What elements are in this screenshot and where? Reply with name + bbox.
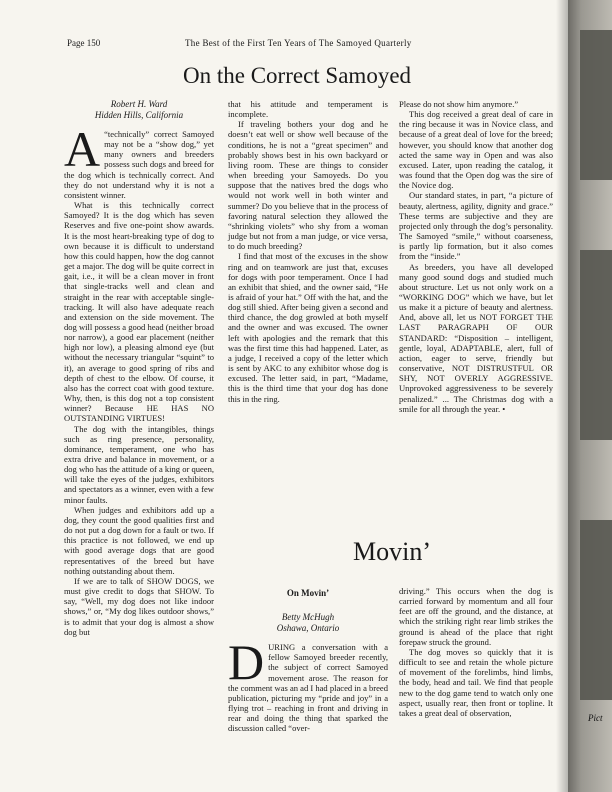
article1-paragraph: As breeders, you have all developed many good sound dogs and studied much about structure. Let us not only work on a “WORKING DOG” which we have, but let us make it a picture of beauty and alertness. And, above all, let us NOT FORGET THE LAST PARAGRAPH OF OUR STANDARD: “Disposition – intelligent, gentle, loyal, ADAPTABLE, alert, full of action, eager to serve, friendly but conservative, NOT DISTRUSTFUL OR SHY, NOT OVERLY AGGRESSIVE. Unprovoked aggressiveness to be severely penalized.” ... The Christmas dog with a smile for all through the year. • [399,261,553,414]
article1-opening-paragraph: A “technically” correct Samoyed may not be a “show dog,” yet many owners and breeders possess such dogs and breed for the dog which is technically correct. And they do not understand why it is not a consistent winner. [64,121,214,200]
article1-byline [64,99,214,121]
drop-cap-d: D [228,634,265,691]
article2-paragraph: The dog moves so quickly that it is difficult to see and retain the whole picture of movement of the forelimbs, hind limbs, the body, head and tail. We find that people new to the dog game tend to watch only one aspect, usually rear, then front or topline. It takes a great deal of observation, [399,646,553,718]
page-curl-shadow [556,0,568,792]
article1-paragraph: Our standard states, in part, “a picture of beauty, alertness, agility, dignity and grace.” These terms are subjective and they are projected only through the dog’s personality. The Samoyed “smile,” without coarseness, is partly lip formation, but it also comes from the “inside.” [399,190,553,262]
article-title-movin: Movin’ [353,537,431,566]
article1-paragraph: If we are to talk of SHOW DOGS, we must give credit to dogs that SHOW. To say, “Well, my dog does not like indoor shows,” or, “My dog likes outdoor shows,” is to admit that your dog is almost a show dog but [64,575,214,637]
article1-paragraph: This dog received a great deal of care in the ring because it was in Novice class, and because of a great deal of love for the breed; however, you should know that another dog acted the same way in Open and was also excused. Later, upon reading the catalog, it was found that the Open dog was the sire of the Novice dog. [399,109,553,191]
article1-column-3 [399,99,553,414]
facing-page-photo [580,30,612,180]
article1-paragraph: When judges and exhibitors add up a dog, they count the good qualities first and do not put a dog down for a fault or two. If this practice is not followed, we end up with good average dogs that are good representatives of the breed but have nothing outstanding about them. [64,504,214,576]
article2-location: Oshawa, Ontario [276,623,340,634]
article2-column-2 [399,586,553,718]
page-number: Page 150 [67,38,101,48]
article1-paragraph: The dog with the intangibles, things such as ring presence, personality, dominance, temperament, one who has extra drive and balance in movement, or a dog who has the attitude of a king or queen, will take the eyes of the judges, exhibitors and spectators as a winner, even with a few minor faults. [64,423,215,505]
article-title-on-the-correct-samoyed: On the Correct Samoyed [183,63,412,88]
article2-column-1 [228,588,388,734]
article1-author: Robert H. Ward [110,99,168,109]
article2-subtitle: On Movin’ [286,588,330,598]
article1-paragraph: If traveling bothers your dog and he doesn’t eat well or show well because of the conditions, he is not a “great specimen” and probably shows best in his own backyard or living room. These are things to consider when breeding your Samoyeds. Do you suppose that the natives bred the dogs who would not work well in both winter and summer? Do you believe that in the process of favoring natural selection they allowed the “shrinking violets” who shy from a woman judge but not from a man judge, or vice versa, to do much breeding? [228,119,388,252]
article1-column-1 [64,99,214,637]
facing-page-edge [568,0,612,792]
article1-paragraph: What is this technically correct Samoyed? It is the dog which has seven Reserves and five one-point show awards. It is the most heart-breaking type of dog to own because it is difficult to understand how this could happen, how the dog cannot get a major. The dog will be quite correct in gait, i.e., it will be a clean mover in front that single-tracks well and clean and straight in the rear with acceptable single-tracking. It will also have adequate reach and extension on the side movement. The dog will possess a good head (neither broad nor narrow), a good ear placement (neither high nor low), a pleasing almond eye (but without the necessary triangular “squint” to it), an average to good spring of ribs and depth of chest to the elbow. Of course, it also has the correct coat with good texture. Why, then, is this dog not a top consistent winner? Because HE HAS NO OUTSTANDING VIRTUES! [64,200,214,424]
article1-paragraph: Please do not show him anymore.” [399,99,519,109]
book-title: The Best of the First Ten Years of The Samoyed Quarterly [185,38,412,48]
article1-location: Hidden Hills, California [94,110,184,120]
facing-page-photo [580,520,612,700]
article1-paragraph: I find that most of the excuses in the show ring and on teamwork are just that, excuses for dogs with poor temperament. Once I had an exhibit that shied, and the owner said, “He is afraid of your hat.” Off with the hat, and the dog still shied. After being given a second and third chance, the dog growled at both myself and the owner and was excused. The owner left with apologies and the remark that this was the first time this had happened. Later, as a judge, I received a copy of the letter which is sent by AKC to any exhibitor whose dog is excused. The letter said, in part, “Madame, this is the third time that your dog has done this in the ring. [228,251,388,404]
facing-page-caption: Pict [588,713,603,723]
facing-page-photo [580,250,612,440]
article2-byline [228,612,388,634]
article2-opening-paragraph: DURING a conversation with a fellow Samoyed breeder recently, the subject of correct Samoyed movement arose. The reason for the comment was an ad I had placed in a breed publication, picturing my “pride and joy” in a flying trot – reaching in front and driving in rear and doing the thing that sparked the discussion called “over- [228,634,388,734]
article2-paragraph: driving.” This occurs when the dog is carried forward by momentum and all four feet are off the ground, and the distance, at which the striking right rear limb strikes the ground is ahead of the place that right forepaw struck the ground. [399,586,553,647]
article1-column-2 [228,99,388,404]
article2-author: Betty McHugh [281,612,335,623]
article1-paragraph: that his attitude and temperament is incomplete. [228,99,388,120]
drop-cap-a: A [64,121,101,177]
